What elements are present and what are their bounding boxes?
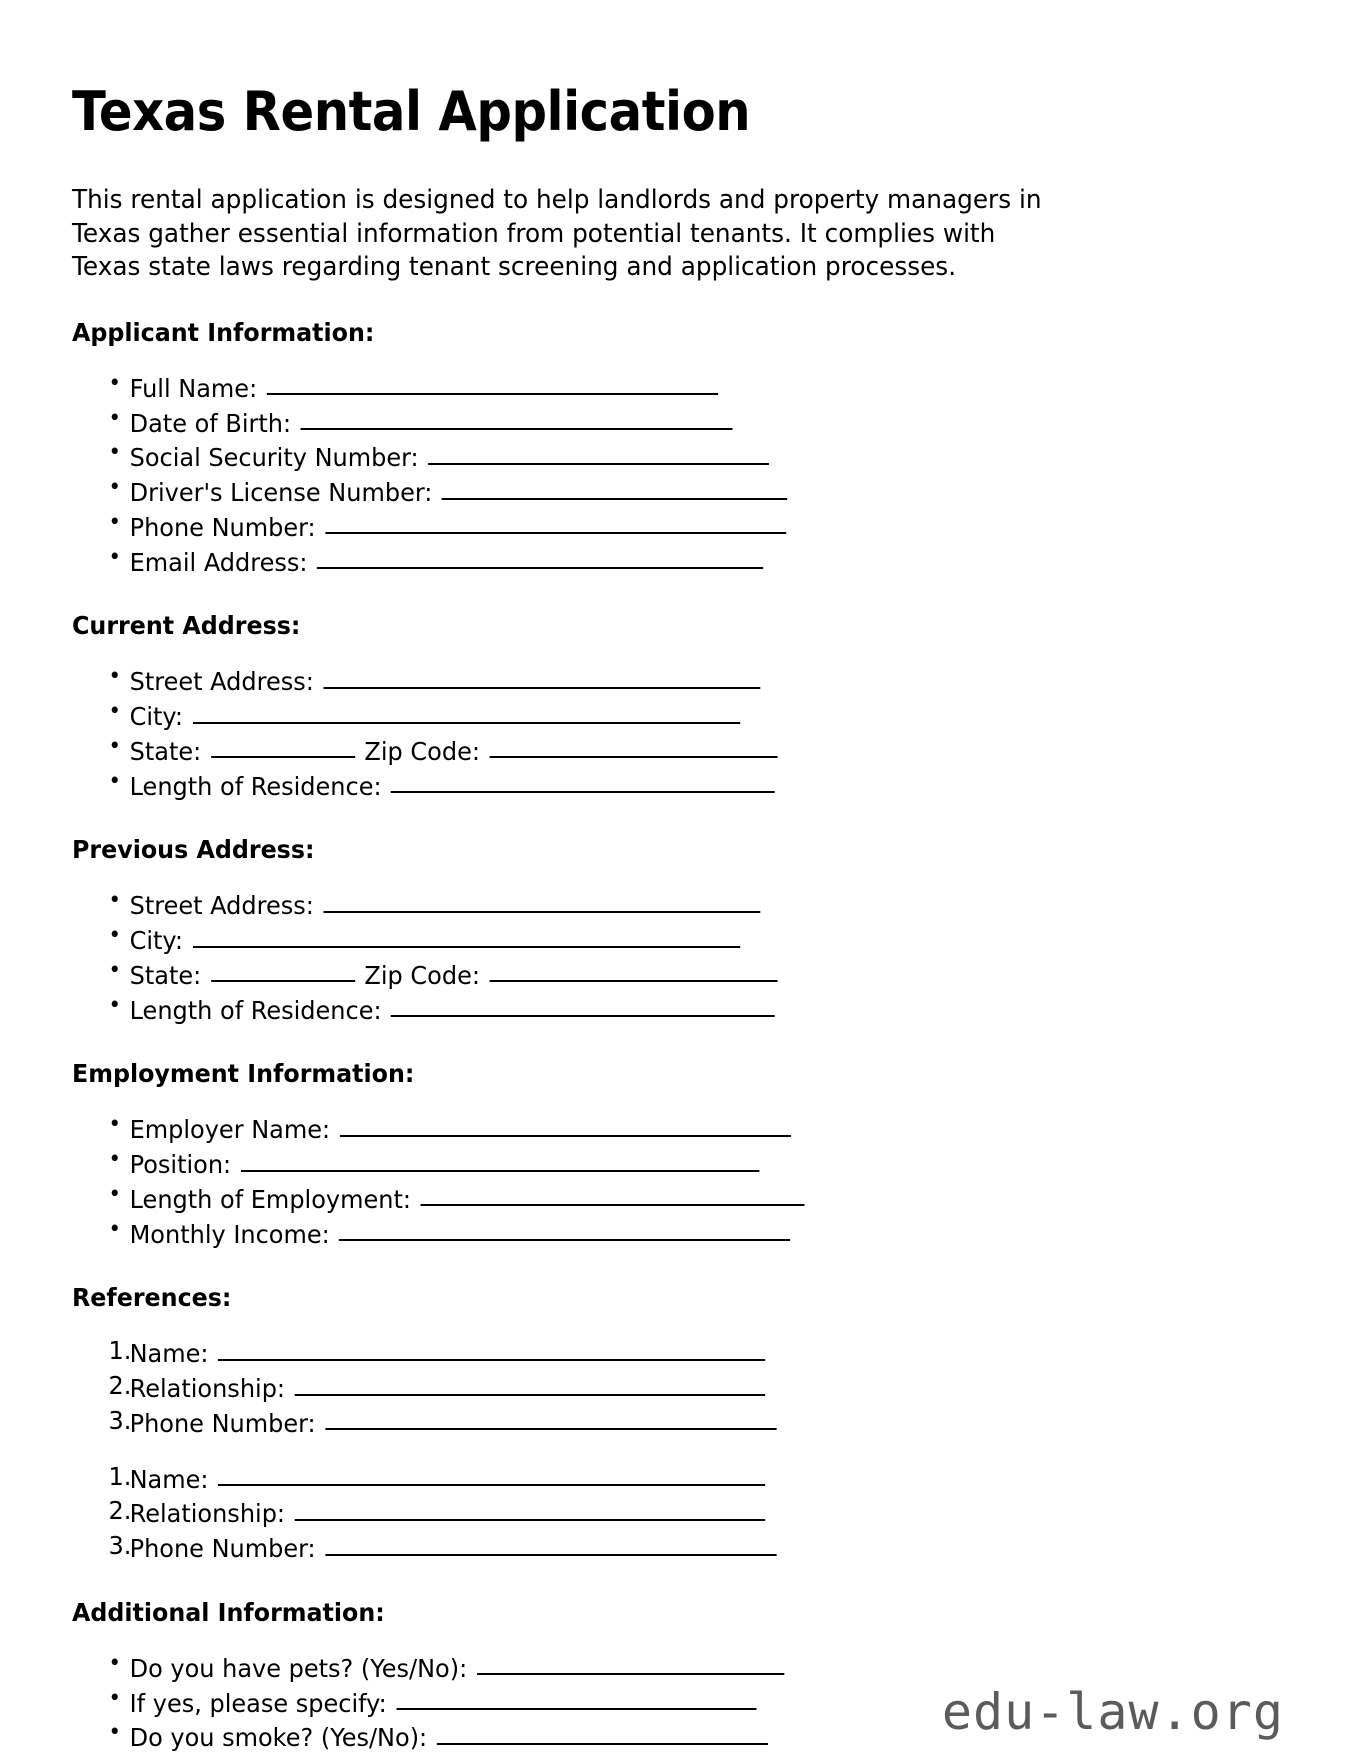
fill-in-blank[interactable] xyxy=(391,770,775,795)
form-field-row xyxy=(72,372,1234,404)
fill-in-blank[interactable] xyxy=(477,1652,784,1677)
form-field-row xyxy=(72,1218,1234,1250)
field-label: State: xyxy=(129,736,202,766)
form-field-row xyxy=(72,770,1234,802)
reference-field-row xyxy=(72,1372,1234,1404)
field-label: Phone Number: xyxy=(129,512,316,542)
fill-in-blank[interactable] xyxy=(295,1372,765,1397)
fill-in-blank[interactable] xyxy=(325,1532,776,1557)
field-label: Position: xyxy=(129,1150,232,1180)
form-field-row xyxy=(72,959,1234,991)
field-label: Relationship: xyxy=(129,1374,286,1404)
form-field-row xyxy=(72,700,1234,732)
section-heading-current-address: Current Address: xyxy=(72,611,301,641)
form-field-row xyxy=(72,889,1234,921)
field-label: Street Address: xyxy=(129,667,314,697)
fill-in-blank[interactable] xyxy=(211,959,355,984)
list-number: 1. xyxy=(108,1461,132,1491)
field-label: Driver's License Number: xyxy=(129,478,433,508)
form-field-row xyxy=(72,1113,1234,1145)
form-field-row xyxy=(72,994,1234,1026)
field-label-secondary: Zip Code: xyxy=(364,736,480,766)
form-field-row xyxy=(72,665,1234,697)
section-heading-previous-address: Previous Address: xyxy=(72,835,315,865)
list-number: 3. xyxy=(108,1405,132,1435)
fill-in-blank[interactable] xyxy=(396,1687,756,1712)
fill-in-blank[interactable] xyxy=(193,924,740,949)
field-label: Full Name: xyxy=(129,373,258,403)
field-label: State: xyxy=(129,960,202,990)
field-label: Social Security Number: xyxy=(129,443,419,473)
fill-in-blank[interactable] xyxy=(323,665,760,690)
section-heading-additional-information: Additional Information: xyxy=(72,1597,385,1627)
fill-in-blank[interactable] xyxy=(421,1183,805,1208)
field-label: If yes, please specify: xyxy=(129,1688,387,1718)
intro-paragraph: This rental application is designed to help landlords and property managers in Texas gather essential information from potential tenants. It complies with Texas state laws regarding tenant screening and application processes. xyxy=(72,185,1042,282)
form-field-row xyxy=(72,735,1234,767)
fill-in-blank[interactable] xyxy=(211,735,355,760)
fill-in-blank[interactable] xyxy=(340,1113,791,1138)
form-field-row xyxy=(72,441,1234,473)
applicant-information-list xyxy=(72,372,1282,578)
reference-field-row xyxy=(72,1497,1234,1529)
field-label: Street Address: xyxy=(129,891,314,921)
list-number: 1. xyxy=(108,1336,132,1366)
section-heading-applicant-information: Applicant Information: xyxy=(72,317,375,347)
field-label: Relationship: xyxy=(129,1499,286,1529)
fill-in-blank-secondary[interactable] xyxy=(490,959,778,984)
field-label: Phone Number: xyxy=(129,1408,316,1438)
reference-group xyxy=(72,1337,1282,1438)
field-label: City: xyxy=(129,702,183,732)
form-field-row xyxy=(72,407,1234,439)
reference-field-row xyxy=(72,1532,1234,1564)
field-label: City: xyxy=(129,926,183,956)
fill-in-blank[interactable] xyxy=(267,372,718,397)
field-label: Do you have pets? (Yes/No): xyxy=(129,1653,468,1683)
reference-field-row xyxy=(72,1463,1234,1495)
page-title: Texas Rental Application xyxy=(72,80,751,143)
field-label: Employer Name: xyxy=(129,1115,331,1145)
field-label: Do you smoke? (Yes/No): xyxy=(129,1723,428,1753)
fill-in-blank[interactable] xyxy=(241,1148,759,1173)
current-address-list xyxy=(72,665,1282,801)
fill-in-blank[interactable] xyxy=(323,889,760,914)
fill-in-blank[interactable] xyxy=(193,700,740,725)
field-label: Date of Birth: xyxy=(129,408,292,438)
field-label: Email Address: xyxy=(129,547,308,577)
fill-in-blank[interactable] xyxy=(218,1337,765,1362)
field-label: Name: xyxy=(129,1464,209,1494)
section-heading-employment-information: Employment Information: xyxy=(72,1059,415,1089)
fill-in-blank[interactable] xyxy=(442,476,788,501)
fill-in-blank[interactable] xyxy=(428,441,769,466)
field-label: Length of Residence: xyxy=(129,771,382,801)
form-field-row xyxy=(72,924,1234,956)
field-label: Phone Number: xyxy=(129,1534,316,1564)
fill-in-blank[interactable] xyxy=(391,994,775,1019)
form-field-row xyxy=(72,1183,1234,1215)
form-field-row xyxy=(72,546,1234,578)
fill-in-blank[interactable] xyxy=(295,1497,765,1522)
reference-group xyxy=(72,1463,1282,1564)
section-heading-references: References: xyxy=(72,1283,232,1313)
form-field-row xyxy=(72,1148,1234,1180)
field-label-secondary: Zip Code: xyxy=(364,960,480,990)
site-watermark: edu-law.org xyxy=(941,1683,1284,1741)
references-groups xyxy=(72,1337,1282,1564)
field-label: Name: xyxy=(129,1339,209,1369)
form-field-row xyxy=(72,511,1234,543)
fill-in-blank[interactable] xyxy=(317,546,763,571)
reference-field-row xyxy=(72,1407,1234,1439)
list-number: 2. xyxy=(108,1496,132,1526)
field-label: Length of Residence: xyxy=(129,995,382,1025)
field-label: Monthly Income: xyxy=(129,1219,330,1249)
form-field-row xyxy=(72,476,1234,508)
list-number: 3. xyxy=(108,1531,132,1561)
fill-in-blank[interactable] xyxy=(301,407,733,432)
field-label: Length of Employment: xyxy=(129,1184,411,1214)
fill-in-blank-secondary[interactable] xyxy=(490,735,778,760)
fill-in-blank[interactable] xyxy=(325,1407,776,1432)
reference-field-row xyxy=(72,1337,1234,1369)
fill-in-blank[interactable] xyxy=(218,1463,765,1488)
employment-information-list xyxy=(72,1113,1282,1249)
previous-address-list xyxy=(72,889,1282,1025)
list-number: 2. xyxy=(108,1371,132,1401)
fill-in-blank[interactable] xyxy=(339,1218,790,1243)
form-field-row xyxy=(72,1652,1234,1684)
fill-in-blank[interactable] xyxy=(437,1721,768,1746)
fill-in-blank[interactable] xyxy=(325,511,786,536)
